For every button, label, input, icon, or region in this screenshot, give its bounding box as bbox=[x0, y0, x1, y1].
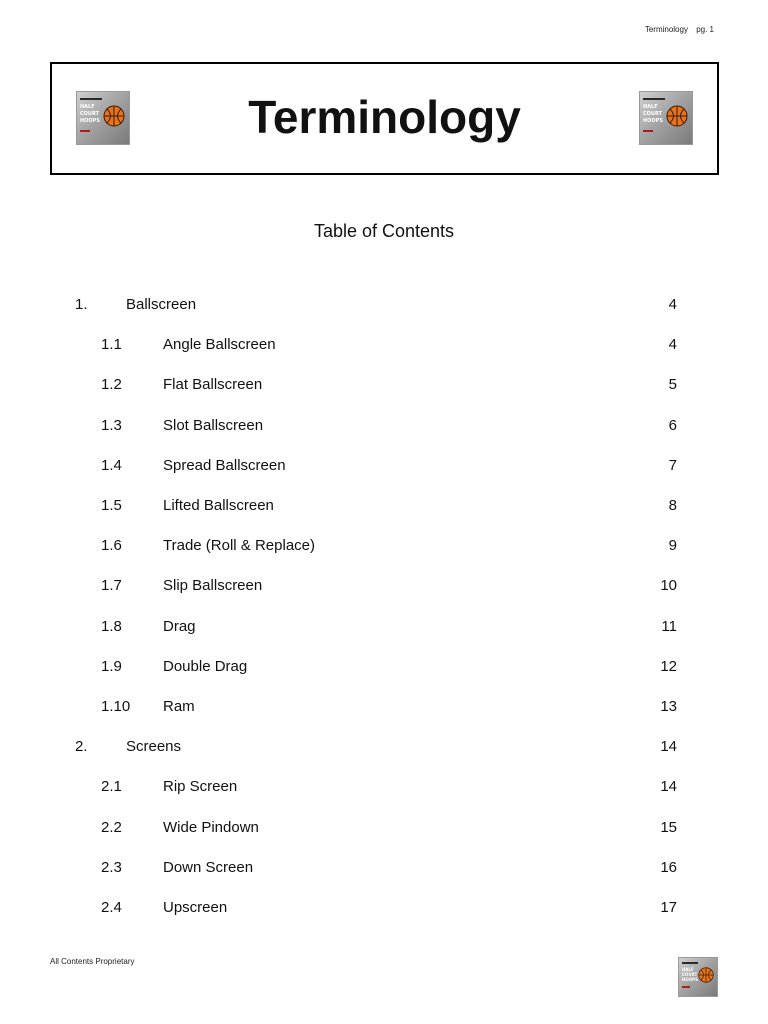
toc-entry-number: 1.9 bbox=[101, 658, 122, 675]
toc-entry bbox=[0, 536, 768, 556]
toc-entry-number: 1.4 bbox=[101, 457, 122, 474]
toc-entry-page: 10 bbox=[660, 577, 677, 594]
footer-logo-text: HALF COURT HOOPS bbox=[682, 967, 698, 982]
toc-entry-label: Drag bbox=[163, 618, 196, 635]
toc-entry-number: 1.3 bbox=[101, 417, 122, 434]
toc-entry bbox=[0, 375, 768, 395]
logo-left-text: HALF COURT HOOPS bbox=[80, 104, 100, 124]
toc-entry-page: 11 bbox=[661, 618, 677, 635]
toc-entry bbox=[0, 898, 768, 918]
toc-entry bbox=[0, 576, 768, 596]
toc-entry-number: 2.3 bbox=[101, 859, 122, 876]
toc-entry-number: 1. bbox=[75, 296, 88, 313]
toc-entry-number: 2.2 bbox=[101, 819, 122, 836]
toc-entry bbox=[0, 295, 768, 315]
toc-entry-page: 12 bbox=[660, 658, 677, 675]
toc-entry bbox=[0, 657, 768, 677]
toc-entry-label: Screens bbox=[126, 738, 182, 755]
title-box bbox=[50, 62, 719, 175]
toc-entry-page: 5 bbox=[668, 376, 677, 393]
toc-entry bbox=[0, 697, 768, 717]
toc-entry bbox=[0, 617, 768, 637]
toc-entry bbox=[0, 737, 768, 757]
toc-entry-page: 14 bbox=[660, 738, 677, 755]
toc-entry-number: 1.5 bbox=[101, 497, 122, 514]
toc-entry-number: 1.1 bbox=[101, 336, 122, 353]
toc-entry-number: 2. bbox=[75, 738, 88, 755]
toc-entry-page: 9 bbox=[668, 537, 677, 554]
toc-entry-label: Upscreen bbox=[163, 899, 228, 916]
toc-entry-label: Ballscreen bbox=[126, 296, 197, 313]
footer-logo bbox=[678, 957, 718, 997]
toc-entry bbox=[0, 496, 768, 516]
page-title: Terminology bbox=[248, 91, 521, 143]
toc-entry bbox=[0, 416, 768, 436]
toc-entry-label: Ram bbox=[163, 698, 195, 715]
toc-entry-label: Rip Screen bbox=[163, 778, 238, 795]
toc-entry-label: Spread Ballscreen bbox=[163, 457, 286, 474]
logo-right bbox=[639, 91, 693, 145]
toc-entry-label: Down Screen bbox=[163, 859, 254, 876]
toc-entry-label: Double Drag bbox=[163, 658, 248, 675]
toc-entry-label: Trade (Roll & Replace) bbox=[163, 537, 315, 554]
toc-entry-label: Flat Ballscreen bbox=[163, 376, 263, 393]
toc-entry-number: 2.4 bbox=[101, 899, 122, 916]
toc-entry-number: 1.2 bbox=[101, 376, 122, 393]
running-header-page: pg. 1 bbox=[696, 25, 714, 34]
toc-entry-label: Slip Ballscreen bbox=[163, 577, 263, 594]
toc-heading: Table of Contents bbox=[313, 221, 455, 241]
toc-entry-page: 15 bbox=[660, 819, 677, 836]
toc-entry-number: 1.10 bbox=[101, 698, 131, 715]
toc-entry-label: Slot Ballscreen bbox=[163, 417, 264, 434]
toc-entry-number: 1.8 bbox=[101, 618, 122, 635]
toc-entry-number: 1.6 bbox=[101, 537, 122, 554]
toc-entry-label: Wide Pindown bbox=[163, 819, 259, 836]
toc-entry-page: 14 bbox=[660, 778, 677, 795]
toc-entry-page: 4 bbox=[668, 296, 677, 313]
running-header bbox=[645, 25, 714, 34]
toc-entry-page: 7 bbox=[668, 457, 677, 474]
toc-entry-label: Angle Ballscreen bbox=[163, 336, 276, 353]
toc-entry-page: 13 bbox=[660, 698, 677, 715]
toc-entry-number: 1.7 bbox=[101, 577, 122, 594]
toc-entry-page: 4 bbox=[668, 336, 677, 353]
footer-text: All Contents Proprietary bbox=[50, 957, 135, 966]
toc-entry-page: 16 bbox=[660, 859, 677, 876]
running-header-title: Terminology bbox=[644, 25, 688, 34]
toc-entry-page: 8 bbox=[668, 497, 677, 514]
toc-entry-label: Lifted Ballscreen bbox=[163, 497, 274, 514]
basketball-icon bbox=[666, 105, 688, 127]
toc-entry bbox=[0, 777, 768, 797]
toc-entry-page: 6 bbox=[668, 417, 677, 434]
toc-entry bbox=[0, 456, 768, 476]
toc-entry-number: 2.1 bbox=[101, 778, 122, 795]
logo-right-text: HALF COURT HOOPS bbox=[643, 104, 663, 124]
toc-entry bbox=[0, 858, 768, 878]
toc-entry bbox=[0, 818, 768, 838]
toc-entry-page: 17 bbox=[660, 899, 677, 916]
toc-entry bbox=[0, 335, 768, 355]
basketball-icon bbox=[698, 967, 714, 983]
